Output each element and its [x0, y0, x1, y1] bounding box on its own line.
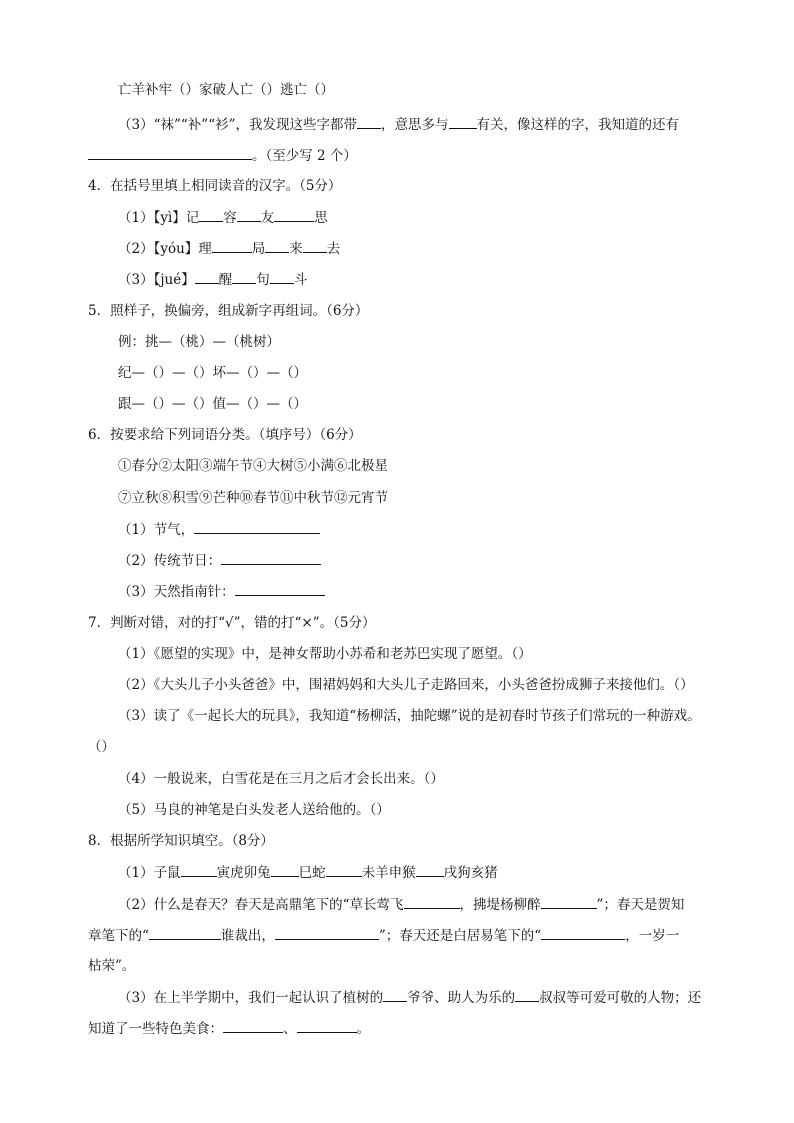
- q7-s4: （4）一般说来，白雪花是在三月之后才会长出来。（）: [118, 771, 444, 787]
- q7-title: 7．判断对错，对的打“√”，错的打“×”。（5分）: [88, 615, 376, 631]
- answer-blank[interactable]: [303, 239, 327, 253]
- q7-s1: （1）《愿望的实现》中，是神女帮助小苏希和老苏巴实现了愿望。（）: [118, 646, 532, 662]
- q8-row6: 知道了一些特色美食： 、 。: [88, 1021, 370, 1037]
- answer-blank[interactable]: [149, 926, 221, 940]
- q6-cat3: （3）天然指南针：: [118, 582, 325, 601]
- q8-row1: （1）子鼠 寅虎卯兔 巳蛇 未羊申猴 戌狗亥猪: [118, 865, 498, 881]
- q7-s3: （3）读了《一起长大的玩具》，我知道“杨柳活，抽陀螺”说的是初春时节孩子们常玩的一种游戏。: [118, 708, 701, 724]
- answer-blank[interactable]: [515, 988, 539, 1002]
- q8-row3: 章笔下的“ 谁裁出， ”；春天还是白居易笔下的“ ，一岁一: [88, 928, 680, 944]
- answer-blank[interactable]: [199, 208, 223, 222]
- q7-s2: （2）《大头儿子小头爸爸》中，围裙妈妈和大头儿子走路回来，小头爸爸扮成狮子来接他们。（）: [118, 677, 694, 693]
- answer-blank[interactable]: [449, 115, 477, 129]
- q5-row2: 跟—（）—（）值—（）—（）: [118, 396, 307, 412]
- q8-title: 8．根据所学知识填空。（8分）: [88, 833, 274, 849]
- answer-blank[interactable]: [416, 863, 444, 877]
- answer-blank[interactable]: [326, 863, 362, 877]
- answer-blank[interactable]: [194, 520, 320, 534]
- q8-row4: 枯荣”。: [88, 958, 136, 974]
- answer-blank[interactable]: [275, 926, 379, 940]
- answer-blank[interactable]: [232, 270, 256, 284]
- answer-blank[interactable]: [235, 582, 325, 596]
- answer-blank[interactable]: [223, 1019, 283, 1033]
- answer-blank[interactable]: [357, 115, 381, 129]
- q5-title: 5．照样子，换偏旁，组成新字再组词。（6分）: [88, 303, 369, 319]
- answer-blank[interactable]: [541, 926, 625, 940]
- q6-cat1: （1）节气，: [118, 520, 320, 539]
- q3-3-line2: 。（至少写 2 个）: [88, 146, 357, 165]
- answer-blank[interactable]: [265, 239, 289, 253]
- answer-blank[interactable]: [274, 208, 314, 222]
- q6-words2: ⑦立秋⑧积雪⑨芒种⑩春节⑪中秋节⑫元宵节: [118, 490, 388, 506]
- q7-s5: （5）马良的神笔是白头发老人送给他的。（）: [118, 802, 390, 818]
- q4-row3: （3）【jué】 醒 句 斗: [118, 272, 308, 288]
- q8-row2: （2）什么是春天？春天是高鼎笔下的“草长莺飞 ，拂堤杨柳醉 ”；春天是贺知: [118, 897, 685, 913]
- q5-row1: 纪—（）—（）坏—（）—（）: [118, 365, 307, 381]
- answer-blank[interactable]: [271, 863, 299, 877]
- q4-row1: （1）【yì】记 容 友 思: [118, 210, 328, 226]
- q7-s3-paren: （）: [88, 739, 115, 755]
- answer-blank[interactable]: [221, 551, 321, 565]
- q6-title: 6．按要求给下列词语分类。（填序号）（6分）: [88, 427, 362, 443]
- answer-blank[interactable]: [212, 239, 252, 253]
- answer-blank[interactable]: [404, 895, 460, 909]
- q6-words1: ①春分②太阳③端午节④大树⑤小满⑥北极星: [118, 458, 388, 474]
- q4-row2: （2）【yóu】理 局 来 去: [118, 241, 341, 257]
- answer-blank[interactable]: [88, 146, 252, 160]
- q8-row5: （3）在上半学期中，我们一起认识了植树的 爷爷、助人为乐的 叔叔等可爱可敬的人物；还: [118, 990, 702, 1006]
- q4-title: 4．在括号里填上相同读音的汉字。（5分）: [88, 178, 342, 194]
- answer-blank[interactable]: [237, 208, 261, 222]
- q3-3-line: （3）“袜”“补”“衫”，我发现这些字都带 ，意思多与 有关，像这样的字，我知道的还有: [118, 117, 679, 133]
- answer-blank[interactable]: [541, 895, 597, 909]
- answer-blank[interactable]: [297, 1019, 357, 1033]
- answer-blank[interactable]: [383, 988, 407, 1002]
- answer-blank[interactable]: [270, 270, 294, 284]
- idiom-line: 亡羊补牢（）家破人亡（）逃亡（）: [118, 82, 334, 98]
- q6-cat2: （2）传统节日：: [118, 551, 321, 570]
- answer-blank[interactable]: [195, 270, 219, 284]
- answer-blank[interactable]: [181, 863, 217, 877]
- q5-example: 例：挑—（桃）—（桃树）: [118, 334, 280, 350]
